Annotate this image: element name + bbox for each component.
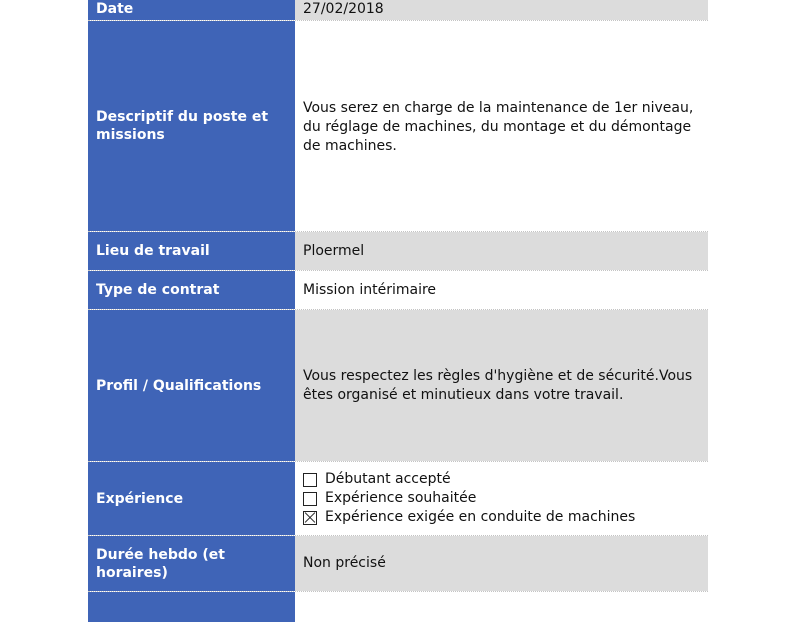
row-experience — [88, 462, 708, 536]
row-label — [88, 592, 295, 622]
row-value: Vous serez en charge de la maintenance de 1er niveau, du réglage de machines, du montage et du démontage de machines. — [295, 21, 708, 231]
job-offer-table — [88, 0, 708, 622]
row-label: Profil / Qualifications — [88, 310, 295, 461]
row-duree — [88, 536, 708, 592]
checkbox-icon — [303, 492, 317, 506]
row-value: Non précisé — [295, 536, 708, 591]
experience-options — [303, 470, 635, 527]
option-label: Débutant accepté — [325, 471, 451, 487]
row-contrat — [88, 271, 708, 310]
row-label: Date — [88, 0, 295, 20]
row-descriptif — [88, 21, 708, 232]
option-label: Expérience exigée en conduite de machines — [325, 509, 636, 525]
row-lieu — [88, 232, 708, 271]
row-label: Descriptif du poste et missions — [88, 21, 295, 231]
row-value: Ploermel — [295, 232, 708, 270]
row-next — [88, 592, 708, 622]
row-value: Mission intérimaire — [295, 271, 708, 309]
option-exigee — [303, 508, 635, 527]
row-label: Expérience — [88, 462, 295, 535]
row-profil — [88, 310, 708, 462]
row-date — [88, 0, 708, 21]
option-label: Expérience souhaitée — [325, 490, 477, 506]
row-label: Durée hebdo (et horaires) — [88, 536, 295, 591]
row-label: Lieu de travail — [88, 232, 295, 270]
row-value — [295, 462, 708, 535]
option-debutant — [303, 470, 635, 489]
row-value: 27/02/2018 — [295, 0, 708, 20]
row-value: Vous respectez les règles d'hygiène et de sécurité.Vous êtes organisé et minutieux dans votre travail. — [295, 310, 708, 461]
checked-box-icon — [303, 511, 317, 525]
row-label: Type de contrat — [88, 271, 295, 309]
option-souhaitee — [303, 489, 635, 508]
row-value — [295, 592, 708, 622]
checkbox-icon — [303, 473, 317, 487]
